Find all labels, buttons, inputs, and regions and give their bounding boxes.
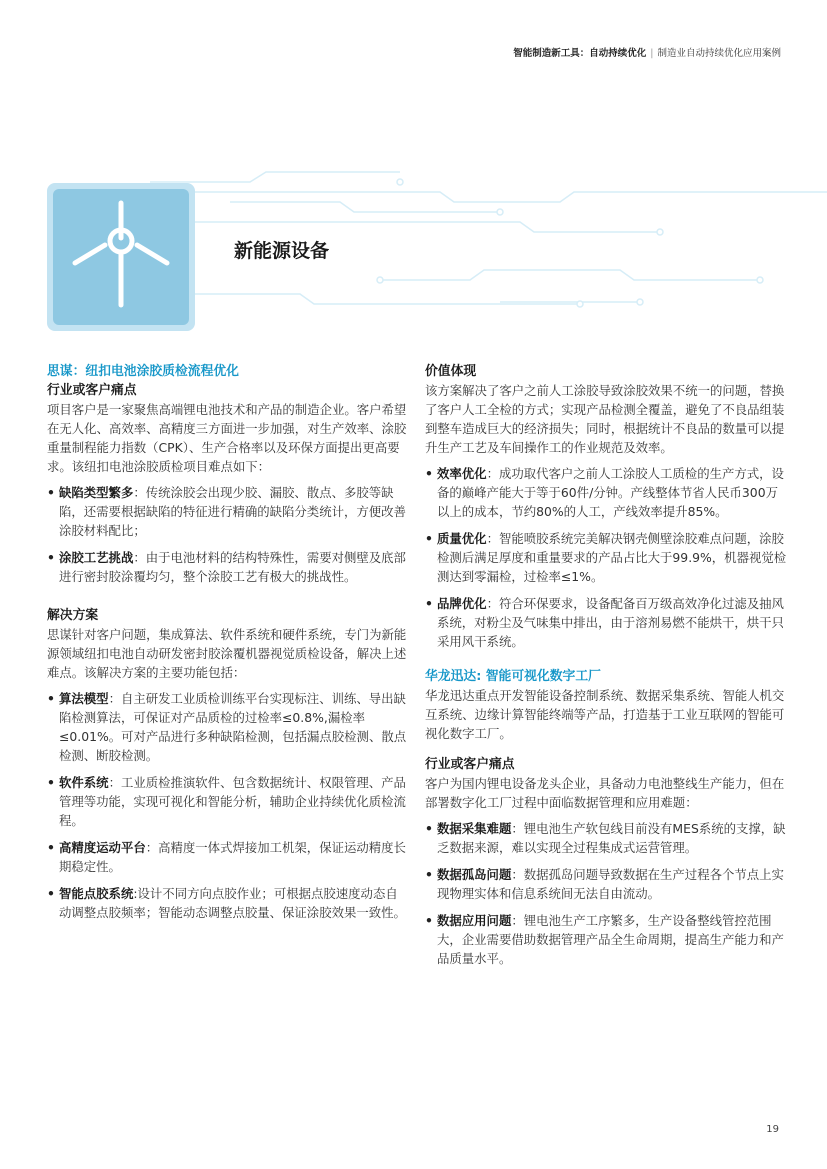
bullet-text: ：符合环保要求，设备配备百万级高效净化过滤及抽风系统，对粉尘及气味集中排出，由于溶剂易燃不能烘干，烘干只采用风干系统。 <box>437 596 784 649</box>
bullet-text: ：智能喷胶系统完美解决钢壳侧壁涂胶难点问题，涂胶检测后满足厚度和重量要求的产品占比大于99.9%，机器视觉检测达到零漏检，过检率≤1%。 <box>437 531 787 584</box>
bullet-text: :设计不同方向点胶作业；可根据点胶速度动态自动调整点胶频率；智能动态调整点胶量、保证涂胶效果一致性。 <box>59 886 406 920</box>
bullet-label: 数据应用问题 <box>437 913 512 928</box>
bullet-label: 高精度运动平台 <box>59 840 146 855</box>
bullet-label: 效率优化 <box>437 466 487 481</box>
bullet-label: 缺陷类型繁多 <box>59 485 134 500</box>
list-item <box>425 464 787 521</box>
list-item <box>425 529 787 586</box>
left-column <box>47 362 409 930</box>
header-separator: | <box>650 48 654 59</box>
bullet-text: ：数据孤岛问题导致数据在生产过程各个节点上实现物理实体和信息系统间无法自由流动。 <box>437 867 784 901</box>
list-item <box>47 689 409 765</box>
wind-turbine-icon <box>47 183 195 331</box>
page-number: 19 <box>766 1124 779 1135</box>
value-text: 该方案解决了客户之前人工涂胶导致涂胶效果不统一的问题，替换了客户人工全检的方式；实现产品检测全覆盖，避免了不良品组装到整车造成巨大的经济损失；同时，根据统计不良品的数量可以提升生产工艺及车间操作工的作业规范及效率。 <box>425 383 785 455</box>
list-item <box>425 911 787 968</box>
bullet-text: ：由于电池材料的结构特殊性，需要对侧壁及底部进行密封胶涂覆均匀，整个涂胶工艺有极大的挑战性。 <box>59 550 406 584</box>
pain-bullet-list-2 <box>425 819 787 968</box>
section-title: 新能源设备 <box>234 240 330 262</box>
right-column <box>425 362 787 976</box>
pain-heading: 行业或客户痛点 <box>47 383 137 398</box>
list-item <box>47 773 409 830</box>
pain-text: 项目客户是一家聚焦高端锂电池技术和产品的制造企业。客户希望在无人化、高效率、高精度三方面进一步加强，对生产效率、涂胶重量制程能力指数（CPK）、生产合格率以及环保方面提出更高要求。该纽扣电池涂胶质检项目难点如下： <box>47 402 407 474</box>
company-title: 思谋：纽扣电池涂胶质检流程优化 <box>47 364 239 379</box>
bullet-text: ：成功取代客户之前人工涂胶人工质检的生产方式，设备的巅峰产能大于等于60件/分钟。产线整体节省人民币300万以上的成本，节约80%的人工，产线效率提升85%。 <box>437 466 784 519</box>
list-item <box>47 548 409 586</box>
value-heading: 价值体现 <box>425 364 477 379</box>
bullet-text: ：锂电池生产软包线目前没有MES系统的支撑，缺乏数据来源，难以实现全过程集成式运营管理。 <box>437 821 786 855</box>
list-item <box>425 819 787 857</box>
list-item <box>47 838 409 876</box>
company-2-text: 华龙迅达重点开发智能设备控制系统、数据采集系统、智能人机交互系统、边缘计算智能终端等产品，打造基于工业互联网的智能可视化数字工厂。 <box>425 688 785 741</box>
company-title-2: 华龙迅达: 智能可视化数字工厂 <box>425 669 601 684</box>
solution-text: 思谋针对客户问题，集成算法、软件系统和硬件系统，专门为新能源领域纽扣电池自动研发密封胶涂覆机器视觉质检设备，解决上述难点。该解决方案的主要功能包括： <box>47 627 407 680</box>
bullet-label: 质量优化 <box>437 531 487 546</box>
bullet-label: 品牌优化 <box>437 596 487 611</box>
bullet-label: 智能点胶系统 <box>59 886 134 901</box>
value-bullet-list <box>425 464 787 651</box>
solution-bullet-list <box>47 689 409 922</box>
list-item <box>425 865 787 903</box>
pain-bullet-list <box>47 483 409 586</box>
running-header <box>513 45 781 59</box>
solution-heading: 解决方案 <box>47 608 99 623</box>
bullet-text: ：锂电池生产工序繁多，生产设备整线管控范围大，企业需要借助数据管理产品全生命周期，提高生产能力和产品质量水平。 <box>437 913 784 966</box>
bullet-label: 数据孤岛问题 <box>437 867 512 882</box>
bullet-label: 算法模型 <box>59 691 109 706</box>
list-item <box>47 884 409 922</box>
pain-heading-2: 行业或客户痛点 <box>425 757 515 772</box>
bullet-label: 数据采集难题 <box>437 821 512 836</box>
bullet-label: 涂胶工艺挑战 <box>59 550 134 565</box>
bullet-text: ：自主研发工业质检训练平台实现标注、训练、导出缺陷检测算法，可保证对产品质检的过检率≤0.8%,漏检率≤0.01%。可对产品进行多种缺陷检测，包括漏点胶检测、散点检测、断胶检测。 <box>59 691 407 763</box>
header-title: 智能制造新工具：自动持续优化 <box>513 48 647 59</box>
bullet-text: ：高精度一体式焊接加工机架，保证运动精度长期稳定性。 <box>59 840 406 874</box>
bullet-label: 软件系统 <box>59 775 109 790</box>
pain-text-2: 客户为国内锂电设备龙头企业，具备动力电池整线生产能力，但在部署数字化工厂过程中面临数据管理和应用难题： <box>425 776 785 810</box>
bullet-text: ：传统涂胶会出现少胶、漏胶、散点、多胶等缺陷，还需要根据缺陷的特征进行精确的缺陷分类统计，方便改善涂胶材料配比； <box>59 485 406 538</box>
list-item <box>425 594 787 651</box>
list-item <box>47 483 409 540</box>
header-subtitle: 制造业自动持续优化应用案例 <box>657 48 781 59</box>
bullet-text: ：工业质检推演软件、包含数据统计、权限管理、产品管理等功能，实现可视化和智能分析，辅助企业持续优化质检流程。 <box>59 775 406 828</box>
